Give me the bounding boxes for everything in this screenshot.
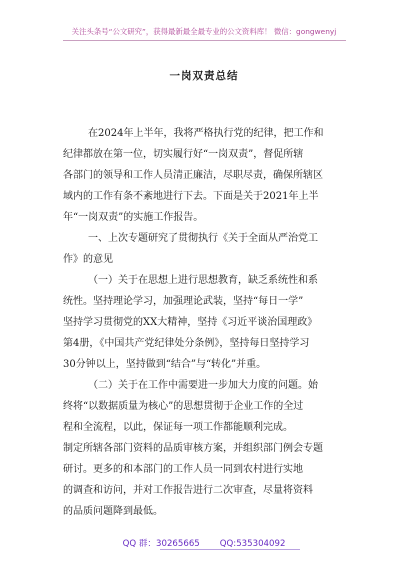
body-line: （二）关于在工作中需要进一步加大力度的问题。始: [88, 380, 318, 391]
body-line: 终将“以数据质量为核心”的思想贯彻于企业工作的全过: [63, 401, 304, 412]
body-line: （一）关于在思想上进行思想教育，缺乏系统性和系: [88, 275, 318, 286]
body-line: 在2024年上半年，我将严格执行党的纪律，把工作和: [88, 128, 324, 139]
body-line: 第4册，《中国共产党纪律处分条例》，坚持每日坚持学习: [63, 338, 310, 349]
body-line: 研讨。更多的和本部门的工作人员一同到农村进行实地: [63, 464, 303, 475]
section-heading-cont: 作》的意见: [63, 254, 113, 265]
body-line: 域内的工作有条不紊地进行下去。下面是关于2021年上半: [63, 191, 319, 202]
body-line: 统性。坚持理论学习，加强理论武装，坚持“每日一学”: [63, 296, 304, 307]
section-heading: 一、上次专题研究了贯彻执行《关于全面从严治党工: [88, 233, 318, 244]
footer-qq: QQ:535304092: [219, 539, 286, 549]
header-divider: [63, 40, 346, 41]
body-line: 纪律都放在第一位，切实履行好“一岗双责”，督促所辖: [63, 149, 304, 160]
body-line: 各部门的领导和工作人员清正廉洁，尽职尽责，确保所辖区: [63, 170, 323, 181]
header-banner: 关注头条号“公文研究”，获得最新最全最专业的公文资料库！ 微信：gongwenyj: [71, 27, 337, 36]
body-line: 制定所辖各部门资料的品质审核方案，并组织部门例会专题: [63, 443, 323, 454]
body-line: 的品质问题降到最低。: [63, 506, 163, 517]
body-line: 坚持学习贯彻党的XX大精神，坚持《习近平谈治国理政》: [63, 317, 318, 328]
footer-contact: [0, 537, 408, 549]
body-line: 30分钟以上，坚持做到“结合”与“转化”并重。: [63, 359, 267, 370]
footer-qq-group: QQ 群：30265665: [122, 539, 200, 549]
body-line: 的调查和访问，并对工作报告进行二次审查，尽量将资料: [63, 485, 313, 496]
footer-underline: [160, 549, 300, 550]
body-line: 程和全流程，以此，保证每一项工作都能顺利完成。: [63, 422, 293, 433]
body-line: 年“一岗双责”的实施工作报告。: [63, 212, 204, 223]
document-title: 一岗双责总结: [169, 70, 239, 82]
